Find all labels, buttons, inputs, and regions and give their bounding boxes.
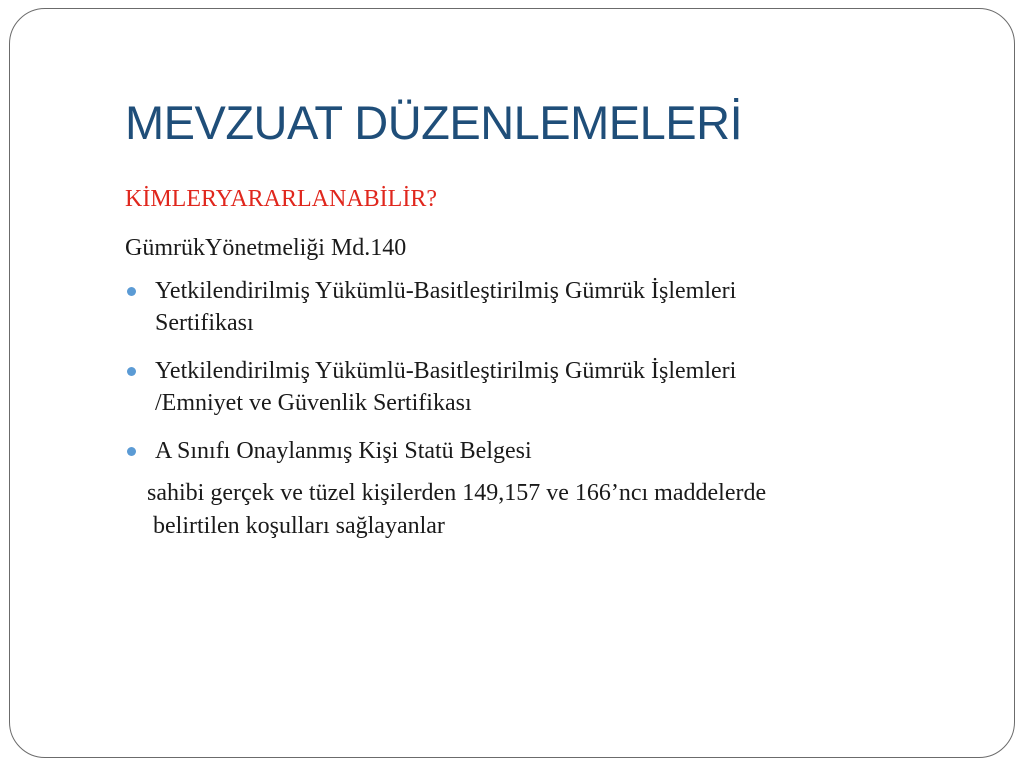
list-item-line: Yetkilendirilmiş Yükümlü-Basitleştirilmiş Gümrük İşlemleri [155, 358, 737, 384]
bullet-dot-icon [127, 447, 136, 456]
certificate-list [125, 275, 965, 467]
note-line: belirtilen koşulları sağlayanlar [153, 513, 445, 539]
eligibility-note [147, 477, 965, 543]
note-line: sahibi gerçek ve tüzel kişilerden 149,157 ve 166’ncı maddelerde [147, 480, 767, 506]
list-item-line: /Emniyet ve Güvenlik Sertifikası [155, 390, 472, 416]
slide-frame [9, 8, 1015, 758]
slide-body [125, 179, 965, 543]
list-item [125, 435, 965, 467]
list-item-line: A Sınıfı Onaylanmış Kişi Statü Belgesi [155, 438, 532, 464]
list-item [125, 275, 965, 339]
slide-subtitle: KİMLERYARARLANABİLİR? [125, 186, 437, 212]
list-item-line: Sertifikası [155, 310, 254, 336]
slide-title: MEVZUAT DÜZENLEMELERİ [125, 96, 743, 149]
list-item [125, 355, 965, 419]
regulation-reference: GümrükYönetmeliği Md.140 [125, 235, 407, 261]
bullet-dot-icon [127, 287, 136, 296]
list-item-line: Yetkilendirilmiş Yükümlü-Basitleştirilmiş Gümrük İşlemleri [155, 278, 737, 304]
bullet-dot-icon [127, 367, 136, 376]
